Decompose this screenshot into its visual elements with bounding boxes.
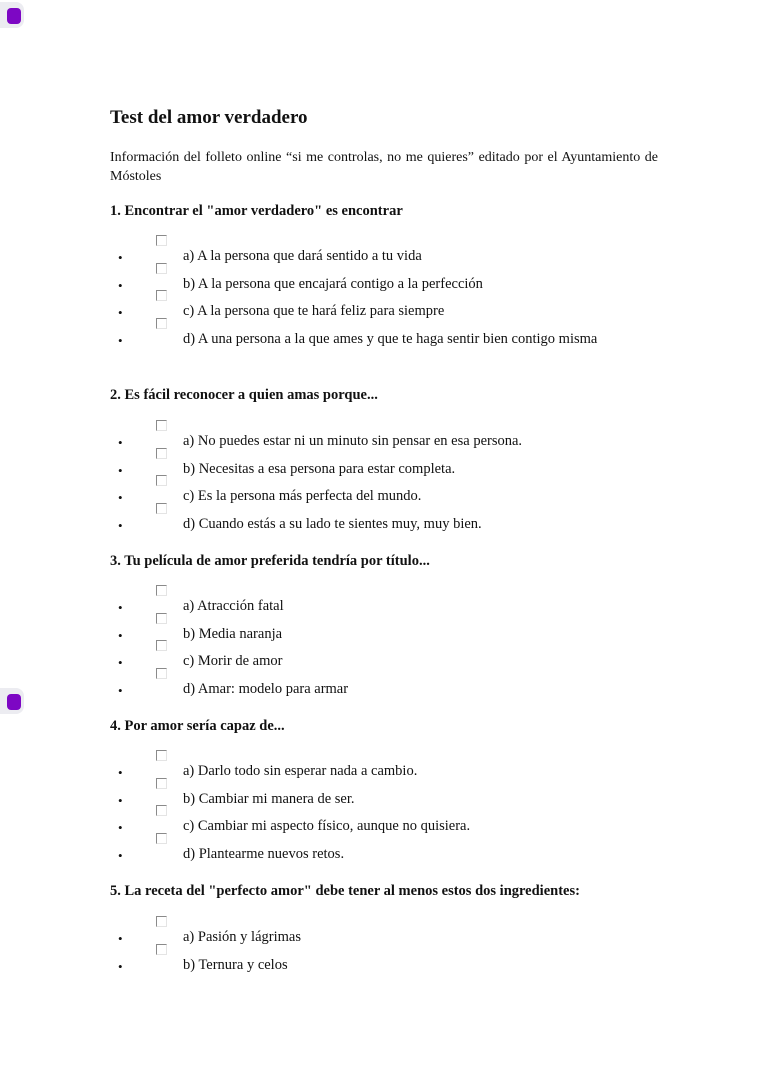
- question-2-options: [110, 430, 658, 540]
- document-title: Test del amor verdadero: [110, 107, 308, 128]
- bullet-icon: •: [118, 627, 123, 643]
- checkbox[interactable]: [156, 805, 167, 816]
- option-label: c) Morir de amor: [183, 653, 283, 669]
- checkbox[interactable]: [156, 833, 167, 844]
- option-label: d) Amar: modelo para armar: [183, 680, 349, 697]
- option-label: c) Cambiar mi aspecto físico, aunque no quisiera.: [183, 818, 471, 834]
- option-label: d) Cuando estás a su lado te sientes muy, muy bien.: [183, 515, 482, 532]
- page-tab-middle[interactable]: [0, 688, 24, 714]
- bullet-icon: •: [118, 655, 123, 670]
- question-1-options: [110, 245, 658, 374]
- bullet-icon: •: [118, 332, 123, 348]
- option-label: d) A una persona a la que ames y que te haga sentir bien contigo misma: [183, 330, 598, 347]
- tab-marker-icon: [7, 694, 21, 710]
- bullet-icon: •: [118, 958, 123, 974]
- checkbox[interactable]: [156, 235, 167, 246]
- option-label: a) No puedes estar ni un minuto sin pensar en esa persona.: [183, 433, 523, 449]
- checkbox[interactable]: [156, 778, 167, 789]
- question-3-options: [110, 595, 658, 705]
- checkbox[interactable]: [156, 318, 167, 329]
- option-item: [110, 300, 658, 328]
- option-item: [110, 485, 658, 513]
- option-item: [110, 954, 658, 982]
- option-label: b) Cambiar mi manera de ser.: [183, 790, 355, 807]
- question-1-title: 1. Encontrar el "amor verdadero" es encontrar: [110, 203, 403, 219]
- tab-marker-icon: [7, 8, 21, 24]
- bullet-icon: •: [118, 765, 123, 780]
- option-item: [110, 815, 658, 843]
- option-label: a) Darlo todo sin esperar nada a cambio.: [183, 763, 418, 779]
- option-item: [110, 760, 658, 788]
- option-item: [110, 788, 658, 816]
- checkbox[interactable]: [156, 290, 167, 301]
- checkbox[interactable]: [156, 916, 167, 927]
- question-3-title: 3. Tu película de amor preferida tendría por título...: [110, 553, 430, 569]
- checkbox[interactable]: [156, 585, 167, 596]
- option-item: [110, 650, 658, 678]
- bullet-icon: •: [118, 682, 123, 698]
- option-label: c) A la persona que te hará feliz para siempre: [183, 303, 445, 319]
- bullet-icon: •: [118, 250, 123, 265]
- option-item: [110, 595, 658, 623]
- bullet-icon: •: [118, 305, 123, 320]
- question-2-title: 2. Es fácil reconocer a quien amas porque...: [110, 387, 378, 403]
- option-item: [110, 843, 658, 871]
- checkbox[interactable]: [156, 503, 167, 514]
- page-tab-top[interactable]: [0, 2, 24, 28]
- bullet-icon: •: [118, 931, 123, 946]
- document-intro: Información del folleto online “si me controlas, no me quieres” editado por el Ayuntamiento de Móstoles: [110, 150, 658, 184]
- bullet-icon: •: [118, 435, 123, 450]
- option-label: c) Es la persona más perfecta del mundo.: [183, 488, 422, 504]
- option-item: [110, 430, 658, 458]
- checkbox[interactable]: [156, 475, 167, 486]
- option-label: a) Pasión y lágrimas: [183, 929, 301, 945]
- option-label: b) Necesitas a esa persona para estar completa.: [183, 460, 456, 477]
- bullet-icon: •: [118, 847, 123, 863]
- bullet-icon: •: [118, 462, 123, 478]
- bullet-icon: •: [118, 792, 123, 808]
- checkbox[interactable]: [156, 448, 167, 459]
- checkbox[interactable]: [156, 263, 167, 274]
- option-item: [110, 458, 658, 486]
- option-label: b) Media naranja: [183, 625, 283, 642]
- option-item: [110, 926, 658, 954]
- option-item: [110, 245, 658, 273]
- option-item: [110, 678, 658, 706]
- bullet-icon: •: [118, 820, 123, 835]
- bullet-icon: •: [118, 600, 123, 615]
- option-label: a) A la persona que dará sentido a tu vida: [183, 248, 422, 264]
- option-item: [110, 328, 658, 374]
- question-5-title: 5. La receta del "perfecto amor" debe tener al menos estos dos ingredientes:: [110, 883, 580, 899]
- checkbox[interactable]: [156, 668, 167, 679]
- bullet-icon: •: [118, 490, 123, 505]
- checkbox[interactable]: [156, 640, 167, 651]
- checkbox[interactable]: [156, 944, 167, 955]
- option-label: b) Ternura y celos: [183, 956, 288, 973]
- checkbox[interactable]: [156, 750, 167, 761]
- bullet-icon: •: [118, 277, 123, 293]
- option-label: d) Plantearme nuevos retos.: [183, 845, 345, 862]
- option-item: [110, 513, 658, 541]
- option-label: a) Atracción fatal: [183, 598, 284, 614]
- checkbox[interactable]: [156, 613, 167, 624]
- option-item: [110, 623, 658, 651]
- question-5-options: [110, 926, 658, 981]
- option-item: [110, 273, 658, 301]
- bullet-icon: •: [118, 517, 123, 533]
- question-4-options: [110, 760, 658, 870]
- question-4-title: 4. Por amor sería capaz de...: [110, 718, 285, 734]
- checkbox[interactable]: [156, 420, 167, 431]
- option-label: b) A la persona que encajará contigo a la perfección: [183, 275, 483, 292]
